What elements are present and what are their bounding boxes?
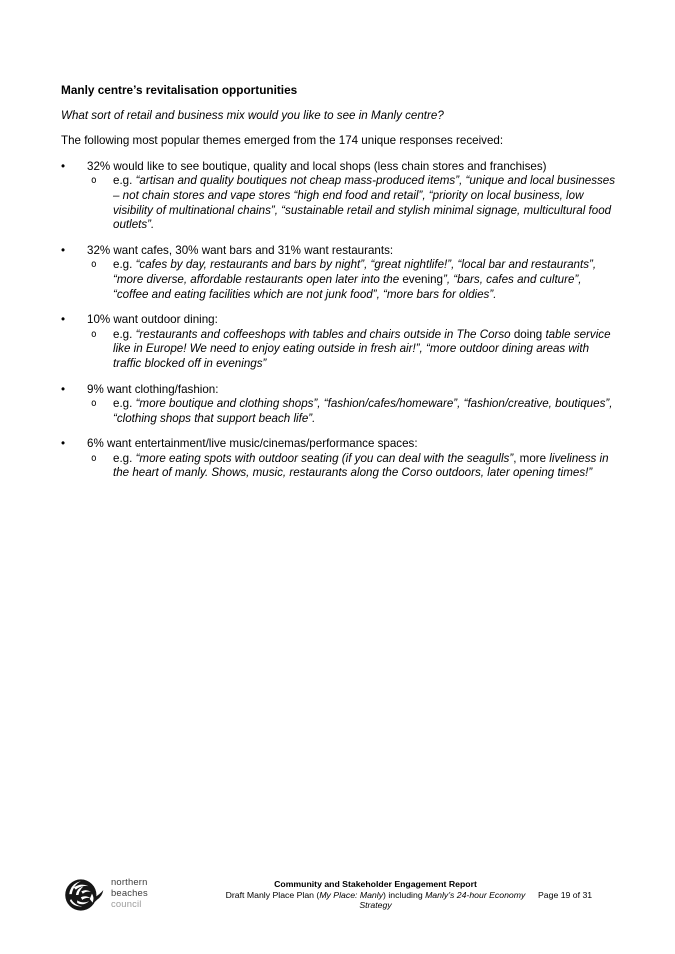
bullet-main-row	[61, 160, 618, 175]
bullet-label: 32% would like to see boutique, quality and local shops (less chain stores and franchises)	[87, 159, 547, 173]
bullet-marker: •	[61, 313, 66, 327]
council-logo-text	[111, 874, 148, 915]
bullet-item	[61, 313, 618, 371]
intro-paragraph: The following most popular themes emerged from the 174 unique responses received:	[61, 134, 504, 148]
bullet-main-row	[61, 244, 618, 259]
bullet-example: e.g. “artisan and quality boutiques not cheap mass-produced items”, “unique and local businesses – not chain stores and vape stores “high end food and retail”, “priority on local business, low visibility of multinational chains”, “sustainable retail and stylish minimal signage, multicultural food outlets”.	[113, 174, 616, 232]
sub-bullet-marker: o	[91, 259, 97, 271]
page-content	[61, 83, 618, 492]
sub-bullet-marker: o	[91, 398, 97, 410]
footer-center-text	[213, 874, 538, 911]
logo-line-northern: northern	[111, 876, 148, 887]
survey-question: What sort of retail and business mix would you like to see in Manly centre?	[61, 108, 444, 122]
bullet-sub-row	[91, 174, 618, 232]
bullet-item	[61, 244, 618, 302]
bullet-example: e.g. “more eating spots with outdoor seating (if you can deal with the seagulls”, more liveliness in the heart of manly. Shows, music, restaurants along the Corso outdoors, later opening times!”	[113, 451, 609, 480]
bullet-sub-row	[91, 258, 618, 302]
bullet-item	[61, 437, 618, 481]
sub-bullet-marker: o	[91, 452, 97, 464]
bullet-marker: •	[61, 243, 66, 257]
logo-line-council: council	[111, 897, 142, 909]
bullet-main-row	[61, 437, 618, 452]
bullet-list	[61, 160, 618, 481]
page-number: Page 19 of 31	[538, 890, 593, 900]
sub-bullet-marker: o	[91, 328, 97, 340]
bullet-sub-row	[91, 452, 618, 481]
bullet-example: e.g. “restaurants and coffeeshops with tables and chairs outside in The Corso doing table service like in Europe! We need to enjoy eating outside in fresh air!”, “more outdoor dining areas with traffic blocked off in evenings”	[113, 327, 611, 370]
bullet-label: 9% want clothing/fashion:	[87, 382, 219, 396]
bullet-main-row	[61, 313, 618, 328]
bullet-label: 10% want outdoor dining:	[87, 313, 218, 327]
bullet-label: 32% want cafes, 30% want bars and 31% want restaurants:	[87, 243, 394, 257]
bullet-label: 6% want entertainment/live music/cinemas/performance spaces:	[87, 437, 418, 451]
sub-bullet-marker: o	[91, 175, 97, 187]
footer-report-subtitle: Draft Manly Place Plan (My Place: Manly) including Manly’s 24-hour Economy	[225, 889, 526, 900]
footer-report-subtitle-cont: Strategy	[359, 900, 392, 911]
bullet-example: e.g. “more boutique and clothing shops”, “fashion/cafes/homeware”, “fashion/creative, boutiques”, “clothing shops that support beach life”.	[113, 397, 613, 425]
bullet-item	[61, 160, 618, 233]
footer-report-title: Community and Stakeholder Engagement Report	[274, 879, 477, 889]
council-logo	[59, 874, 213, 915]
bullet-marker: •	[61, 382, 66, 396]
bullet-marker: •	[61, 159, 66, 173]
bullet-example: e.g. “cafes by day, restaurants and bars by night”, “great nightlife!”, “local bar and restaurants”, “more diverse, affordable restaurants open later into the evening”, “bars, cafes and culture”, “coffee and eating facilities which are not junk food”, “more bars for oldies”.	[113, 258, 597, 301]
bullet-marker: •	[61, 437, 66, 451]
bullet-main-row	[61, 383, 618, 398]
bullet-sub-row	[91, 328, 618, 372]
bullet-sub-row	[91, 397, 618, 426]
logo-line-beaches: beaches	[111, 886, 148, 898]
council-logo-icon	[63, 875, 104, 915]
section-heading: Manly centre’s revitalisation opportunities	[61, 83, 298, 97]
page-footer	[59, 874, 616, 915]
bullet-item	[61, 383, 618, 427]
